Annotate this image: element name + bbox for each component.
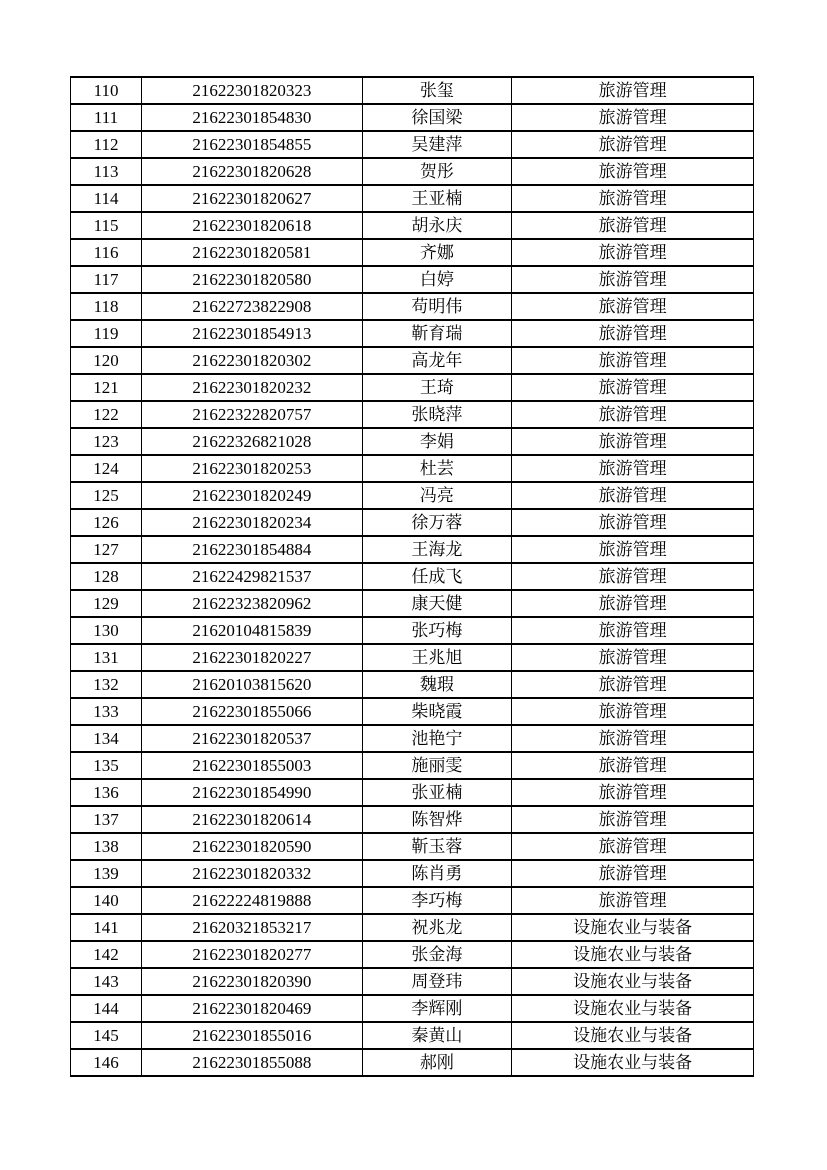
student-id-cell: 21622301854830: [142, 104, 363, 131]
major-cell: 旅游管理: [512, 482, 754, 509]
student-name-cell: 王亚楠: [362, 185, 512, 212]
major-cell: 旅游管理: [512, 401, 754, 428]
row-number-cell: 133: [71, 698, 142, 725]
student-name-cell: 齐娜: [362, 239, 512, 266]
student-name-cell: 周登玮: [362, 968, 512, 995]
table-row: [71, 1022, 754, 1049]
student-id-cell: 21622301820537: [142, 725, 363, 752]
student-id-cell: 21622429821537: [142, 563, 363, 590]
major-cell: 旅游管理: [512, 725, 754, 752]
row-number-cell: 135: [71, 752, 142, 779]
table-row: [71, 239, 754, 266]
row-number-cell: 122: [71, 401, 142, 428]
row-number-cell: 114: [71, 185, 142, 212]
row-number-cell: 119: [71, 320, 142, 347]
student-name-cell: 郝刚: [362, 1049, 512, 1076]
row-number-cell: 138: [71, 833, 142, 860]
major-cell: 旅游管理: [512, 374, 754, 401]
row-number-cell: 112: [71, 131, 142, 158]
student-id-cell: 21622301820302: [142, 347, 363, 374]
table-row: [71, 374, 754, 401]
student-name-cell: 苟明伟: [362, 293, 512, 320]
student-name-cell: 王海龙: [362, 536, 512, 563]
major-cell: 旅游管理: [512, 239, 754, 266]
table-row: [71, 563, 754, 590]
table-row: [71, 104, 754, 131]
table-row: [71, 158, 754, 185]
student-id-cell: 21622301854855: [142, 131, 363, 158]
row-number-cell: 137: [71, 806, 142, 833]
student-id-cell: 21622723822908: [142, 293, 363, 320]
major-cell: 旅游管理: [512, 158, 754, 185]
student-id-cell: 21622301820618: [142, 212, 363, 239]
student-id-cell: 21622301820390: [142, 968, 363, 995]
student-name-cell: 高龙年: [362, 347, 512, 374]
table-row: [71, 77, 754, 104]
student-id-cell: 21622301820332: [142, 860, 363, 887]
student-name-cell: 李辉刚: [362, 995, 512, 1022]
student-name-cell: 池艳宁: [362, 725, 512, 752]
student-id-cell: 21622301820627: [142, 185, 363, 212]
major-cell: 设施农业与装备: [512, 914, 754, 941]
row-number-cell: 140: [71, 887, 142, 914]
major-cell: 旅游管理: [512, 860, 754, 887]
major-cell: 设施农业与装备: [512, 941, 754, 968]
table-row: [71, 536, 754, 563]
student-id-cell: 21622301854913: [142, 320, 363, 347]
row-number-cell: 145: [71, 1022, 142, 1049]
row-number-cell: 115: [71, 212, 142, 239]
student-name-cell: 吴建萍: [362, 131, 512, 158]
table-row: [71, 968, 754, 995]
row-number-cell: 113: [71, 158, 142, 185]
row-number-cell: 110: [71, 77, 142, 104]
student-name-cell: 靳育瑞: [362, 320, 512, 347]
row-number-cell: 132: [71, 671, 142, 698]
student-id-cell: 21622301820614: [142, 806, 363, 833]
row-number-cell: 129: [71, 590, 142, 617]
student-id-cell: 21620103815620: [142, 671, 363, 698]
major-cell: 设施农业与装备: [512, 995, 754, 1022]
student-id-cell: 21622301820253: [142, 455, 363, 482]
table-row: [71, 617, 754, 644]
row-number-cell: 142: [71, 941, 142, 968]
student-id-cell: 21622301855003: [142, 752, 363, 779]
student-id-cell: 21620104815839: [142, 617, 363, 644]
roster-body: [71, 77, 754, 1076]
student-id-cell: 21622301820323: [142, 77, 363, 104]
student-name-cell: 靳玉蓉: [362, 833, 512, 860]
student-name-cell: 李娟: [362, 428, 512, 455]
table-row: [71, 131, 754, 158]
student-id-cell: 21622323820962: [142, 590, 363, 617]
student-id-cell: 21622326821028: [142, 428, 363, 455]
table-row: [71, 1049, 754, 1076]
table-row: [71, 833, 754, 860]
row-number-cell: 127: [71, 536, 142, 563]
major-cell: 旅游管理: [512, 104, 754, 131]
table-row: [71, 401, 754, 428]
major-cell: 旅游管理: [512, 617, 754, 644]
student-name-cell: 陈肖勇: [362, 860, 512, 887]
student-id-cell: 21622301820277: [142, 941, 363, 968]
student-roster-table: [70, 76, 754, 1077]
table-row: [71, 698, 754, 725]
table-row: [71, 725, 754, 752]
student-id-cell: 21622301820227: [142, 644, 363, 671]
major-cell: 设施农业与装备: [512, 1022, 754, 1049]
table-row: [71, 860, 754, 887]
table-row: [71, 293, 754, 320]
major-cell: 旅游管理: [512, 536, 754, 563]
student-name-cell: 魏瑕: [362, 671, 512, 698]
student-name-cell: 王琦: [362, 374, 512, 401]
table-row: [71, 185, 754, 212]
student-id-cell: 21622301855016: [142, 1022, 363, 1049]
student-name-cell: 张亚楠: [362, 779, 512, 806]
table-row: [71, 779, 754, 806]
major-cell: 旅游管理: [512, 779, 754, 806]
row-number-cell: 117: [71, 266, 142, 293]
table-row: [71, 887, 754, 914]
student-name-cell: 康天健: [362, 590, 512, 617]
student-id-cell: 21622301820234: [142, 509, 363, 536]
row-number-cell: 136: [71, 779, 142, 806]
major-cell: 旅游管理: [512, 428, 754, 455]
table-row: [71, 995, 754, 1022]
table-row: [71, 941, 754, 968]
row-number-cell: 124: [71, 455, 142, 482]
row-number-cell: 121: [71, 374, 142, 401]
table-row: [71, 320, 754, 347]
row-number-cell: 130: [71, 617, 142, 644]
student-name-cell: 冯亮: [362, 482, 512, 509]
major-cell: 旅游管理: [512, 698, 754, 725]
student-id-cell: 21622301820232: [142, 374, 363, 401]
student-name-cell: 胡永庆: [362, 212, 512, 239]
student-name-cell: 柴晓霞: [362, 698, 512, 725]
student-id-cell: 21622301820628: [142, 158, 363, 185]
major-cell: 旅游管理: [512, 77, 754, 104]
student-name-cell: 张晓萍: [362, 401, 512, 428]
table-row: [71, 212, 754, 239]
table-row: [71, 428, 754, 455]
student-id-cell: 21622301820580: [142, 266, 363, 293]
row-number-cell: 111: [71, 104, 142, 131]
row-number-cell: 123: [71, 428, 142, 455]
major-cell: 旅游管理: [512, 293, 754, 320]
student-id-cell: 21622301820249: [142, 482, 363, 509]
table-row: [71, 806, 754, 833]
student-name-cell: 贺彤: [362, 158, 512, 185]
row-number-cell: 146: [71, 1049, 142, 1076]
row-number-cell: 116: [71, 239, 142, 266]
student-id-cell: 21622322820757: [142, 401, 363, 428]
student-name-cell: 张金海: [362, 941, 512, 968]
major-cell: 设施农业与装备: [512, 968, 754, 995]
table-row: [71, 671, 754, 698]
row-number-cell: 134: [71, 725, 142, 752]
student-name-cell: 徐国梁: [362, 104, 512, 131]
row-number-cell: 139: [71, 860, 142, 887]
student-id-cell: 21622301820469: [142, 995, 363, 1022]
table-row: [71, 455, 754, 482]
student-id-cell: 21622301854990: [142, 779, 363, 806]
major-cell: 旅游管理: [512, 509, 754, 536]
student-id-cell: 21622301855066: [142, 698, 363, 725]
major-cell: 旅游管理: [512, 590, 754, 617]
student-name-cell: 王兆旭: [362, 644, 512, 671]
student-name-cell: 杜芸: [362, 455, 512, 482]
student-name-cell: 徐万蓉: [362, 509, 512, 536]
major-cell: 旅游管理: [512, 131, 754, 158]
table-row: [71, 266, 754, 293]
student-name-cell: 李巧梅: [362, 887, 512, 914]
table-row: [71, 482, 754, 509]
student-id-cell: 21622224819888: [142, 887, 363, 914]
row-number-cell: 118: [71, 293, 142, 320]
major-cell: 旅游管理: [512, 347, 754, 374]
student-name-cell: 张巧梅: [362, 617, 512, 644]
table-row: [71, 347, 754, 374]
student-name-cell: 陈智烨: [362, 806, 512, 833]
row-number-cell: 131: [71, 644, 142, 671]
major-cell: 旅游管理: [512, 563, 754, 590]
major-cell: 旅游管理: [512, 266, 754, 293]
student-id-cell: 21620321853217: [142, 914, 363, 941]
student-name-cell: 秦黄山: [362, 1022, 512, 1049]
major-cell: 旅游管理: [512, 833, 754, 860]
row-number-cell: 128: [71, 563, 142, 590]
row-number-cell: 126: [71, 509, 142, 536]
major-cell: 旅游管理: [512, 455, 754, 482]
row-number-cell: 120: [71, 347, 142, 374]
table-row: [71, 509, 754, 536]
major-cell: 旅游管理: [512, 185, 754, 212]
major-cell: 旅游管理: [512, 887, 754, 914]
row-number-cell: 125: [71, 482, 142, 509]
row-number-cell: 141: [71, 914, 142, 941]
table-row: [71, 914, 754, 941]
student-id-cell: 21622301820590: [142, 833, 363, 860]
row-number-cell: 143: [71, 968, 142, 995]
table-row: [71, 752, 754, 779]
student-name-cell: 任成飞: [362, 563, 512, 590]
major-cell: 旅游管理: [512, 671, 754, 698]
student-id-cell: 21622301854884: [142, 536, 363, 563]
student-name-cell: 祝兆龙: [362, 914, 512, 941]
student-id-cell: 21622301855088: [142, 1049, 363, 1076]
major-cell: 旅游管理: [512, 644, 754, 671]
student-name-cell: 白婷: [362, 266, 512, 293]
row-number-cell: 144: [71, 995, 142, 1022]
major-cell: 旅游管理: [512, 752, 754, 779]
student-name-cell: 施丽雯: [362, 752, 512, 779]
table-row: [71, 590, 754, 617]
student-name-cell: 张玺: [362, 77, 512, 104]
major-cell: 旅游管理: [512, 806, 754, 833]
major-cell: 旅游管理: [512, 320, 754, 347]
student-id-cell: 21622301820581: [142, 239, 363, 266]
major-cell: 旅游管理: [512, 212, 754, 239]
table-row: [71, 644, 754, 671]
major-cell: 设施农业与装备: [512, 1049, 754, 1076]
